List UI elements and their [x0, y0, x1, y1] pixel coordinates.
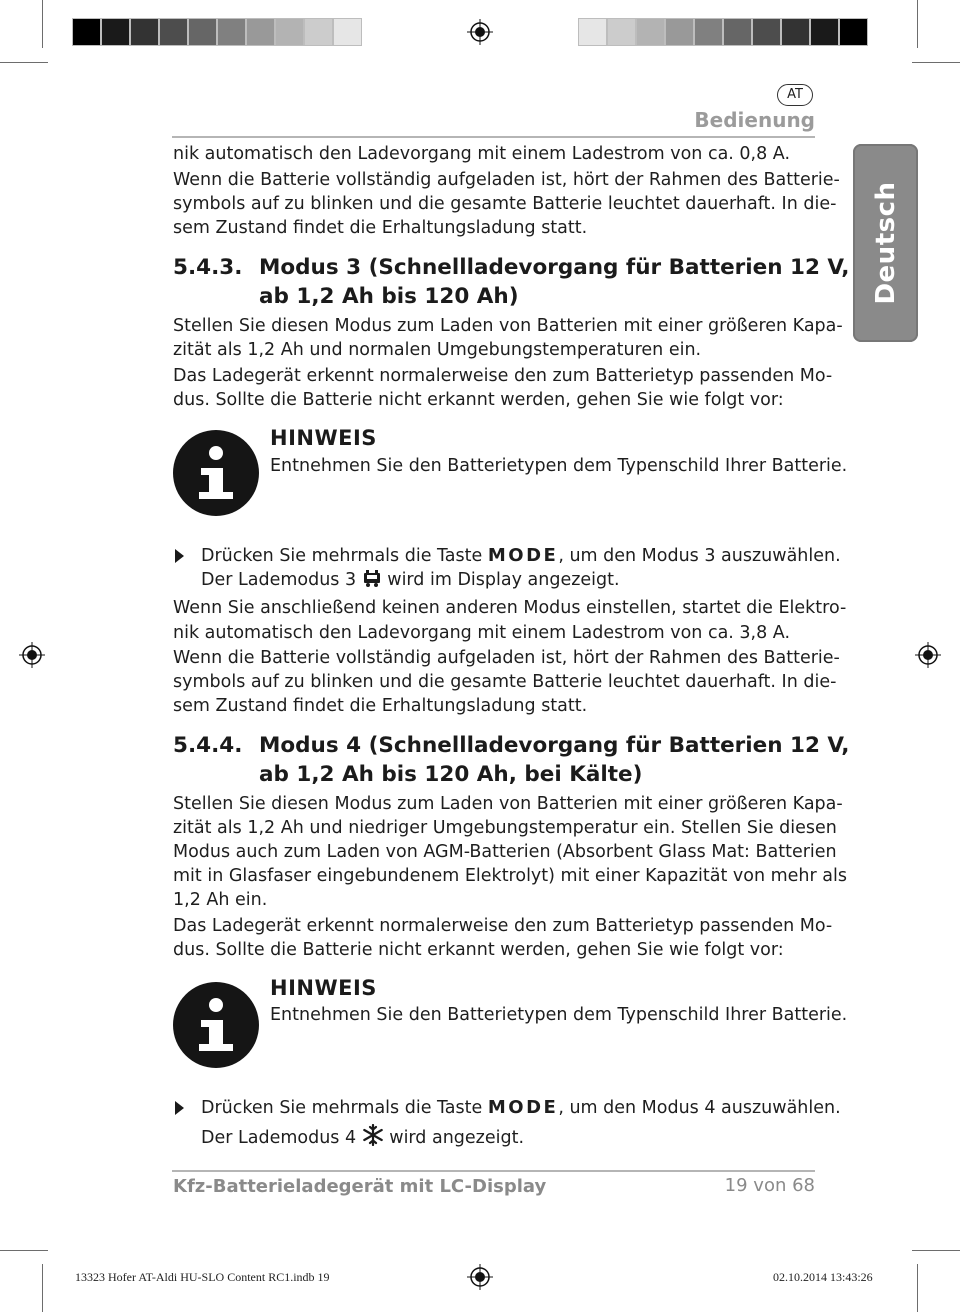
- note-title: HINWEIS: [270, 976, 377, 1000]
- print-slug-date: 02.10.2014 13:43:26: [773, 1270, 873, 1284]
- step-line: Der Lademodus 4 wird angezeigt.: [201, 1124, 524, 1150]
- body-line: dus. Sollte die Batterie nicht erkannt werden, gehen Sie wie folgt vor:: [173, 390, 784, 410]
- color-swatch: [839, 18, 868, 46]
- language-tab: [853, 144, 918, 342]
- body-line: symbols auf zu blinken und die gesamte Batterie leuchtet dauerhaft. In die-: [173, 672, 837, 692]
- color-swatch: [636, 18, 665, 46]
- body-line: Stellen Sie diesen Modus zum Laden von Batterien mit einer größeren Kapa-: [173, 316, 843, 336]
- body-line: 1,2 Ah ein.: [173, 890, 268, 910]
- crop-mark: [0, 62, 48, 63]
- note-text: Entnehmen Sie den Batterietypen dem Typenschild Ihrer Batterie.: [270, 1005, 848, 1025]
- color-swatch: [72, 18, 101, 46]
- body-line: Modus auch zum Laden von AGM-Batterien (Absorbent Glass Mat: Batterien: [173, 842, 837, 862]
- body-line: sem Zustand findet die Erhaltungsladung statt.: [173, 696, 588, 716]
- crop-mark: [912, 62, 960, 63]
- footer-title: Kfz-Batterieladegerät mit LC-Display: [173, 1176, 547, 1197]
- mode-key: MODE: [487, 545, 559, 566]
- color-swatch: [188, 18, 217, 46]
- body-line: zität als 1,2 Ah und niedriger Umgebungstemperatur ein. Stellen Sie diesen: [173, 818, 837, 838]
- triangle-bullet-icon: [175, 549, 184, 563]
- crop-mark: [917, 0, 918, 48]
- section-title: Modus 3 (Schnellladevorgang für Batterien 12 V,: [259, 255, 850, 280]
- color-swatch: [607, 18, 636, 46]
- color-swatch: [159, 18, 188, 46]
- crop-mark: [42, 1264, 43, 1312]
- body-line: dus. Sollte die Batterie nicht erkannt werden, gehen Sie wie folgt vor:: [173, 940, 784, 960]
- step-line: Drücken Sie mehrmals die Taste MODE, um den Modus 4 auszuwählen.: [201, 1097, 841, 1118]
- note-text: Entnehmen Sie den Batterietypen dem Typenschild Ihrer Batterie.: [270, 456, 848, 476]
- section-number: 5.4.4.: [173, 733, 243, 758]
- color-swatch: [752, 18, 781, 46]
- crop-mark: [0, 1250, 48, 1251]
- registration-mark-icon: [467, 19, 493, 45]
- color-swatch: [665, 18, 694, 46]
- color-swatch: [101, 18, 130, 46]
- info-icon: [173, 430, 259, 516]
- color-swatch: [723, 18, 752, 46]
- crop-mark: [42, 0, 43, 48]
- body-line: Stellen Sie diesen Modus zum Laden von Batterien mit einer größeren Kapa-: [173, 794, 843, 814]
- header-divider: [172, 136, 815, 138]
- registration-mark-icon: [915, 642, 941, 668]
- step-line: Drücken Sie mehrmals die Taste MODE, um den Modus 3 auszuwählen.: [201, 545, 841, 566]
- body-line: Wenn die Batterie vollständig aufgeladen ist, hört der Rahmen des Batterie-: [173, 648, 840, 668]
- body-line: mit in Glasfaser eingebundenem Elektrolyt) mit einer Kapazität von mehr als: [173, 866, 847, 886]
- print-slug-file: 13323 Hofer AT-Aldi HU-SLO Content RC1.indb 19: [75, 1270, 330, 1284]
- color-swatch: [217, 18, 246, 46]
- body-line: Das Ladegerät erkennt normalerweise den zum Batterietyp passenden Mo-: [173, 366, 833, 386]
- car-battery-icon: [362, 568, 382, 588]
- color-swatch: [781, 18, 810, 46]
- color-swatch: [333, 18, 362, 46]
- color-swatch: [304, 18, 333, 46]
- color-control-strip-left: [72, 18, 362, 46]
- color-swatch: [130, 18, 159, 46]
- body-line: Wenn die Batterie vollständig aufgeladen ist, hört der Rahmen des Batterie-: [173, 170, 840, 190]
- color-control-strip-right: [578, 18, 868, 46]
- color-swatch: [810, 18, 839, 46]
- region-badge: AT: [777, 84, 813, 106]
- registration-mark-icon: [467, 1264, 493, 1290]
- section-heading: Bedienung: [694, 108, 815, 132]
- step-line: Der Lademodus 3 wird im Display angezeigt.: [201, 570, 620, 590]
- body-line: zität als 1,2 Ah und normalen Umgebungstemperaturen ein.: [173, 340, 702, 360]
- info-icon: [173, 982, 259, 1068]
- color-swatch: [578, 18, 607, 46]
- section-title: Modus 4 (Schnellladevorgang für Batterien 12 V,: [259, 733, 850, 758]
- body-line: symbols auf zu blinken und die gesamte Batterie leuchtet dauerhaft. In die-: [173, 194, 837, 214]
- footer-divider: [172, 1170, 815, 1172]
- color-swatch: [275, 18, 304, 46]
- color-swatch: [246, 18, 275, 46]
- registration-mark-icon: [19, 642, 45, 668]
- note-title: HINWEIS: [270, 426, 377, 450]
- page-number: 19 von 68: [724, 1175, 815, 1196]
- crop-mark: [912, 1250, 960, 1251]
- body-line: nik automatisch den Ladevorgang mit einem Ladestrom von ca. 3,8 A.: [173, 623, 791, 643]
- section-title: ab 1,2 Ah bis 120 Ah, bei Kälte): [259, 762, 643, 787]
- language-tab-label: Deutsch: [870, 181, 901, 305]
- body-line: Wenn Sie anschließend keinen anderen Modus einstellen, startet die Elektro-: [173, 598, 847, 618]
- body-line: Das Ladegerät erkennt normalerweise den zum Batterietyp passenden Mo-: [173, 916, 833, 936]
- crop-mark: [917, 1264, 918, 1312]
- snowflake-icon: [362, 1124, 384, 1146]
- mode-key: MODE: [487, 1097, 559, 1118]
- color-swatch: [694, 18, 723, 46]
- section-number: 5.4.3.: [173, 255, 243, 280]
- body-line: sem Zustand findet die Erhaltungsladung statt.: [173, 218, 588, 238]
- body-line: nik automatisch den Ladevorgang mit einem Ladestrom von ca. 0,8 A.: [173, 144, 791, 164]
- section-title: ab 1,2 Ah bis 120 Ah): [259, 284, 519, 309]
- triangle-bullet-icon: [175, 1101, 184, 1115]
